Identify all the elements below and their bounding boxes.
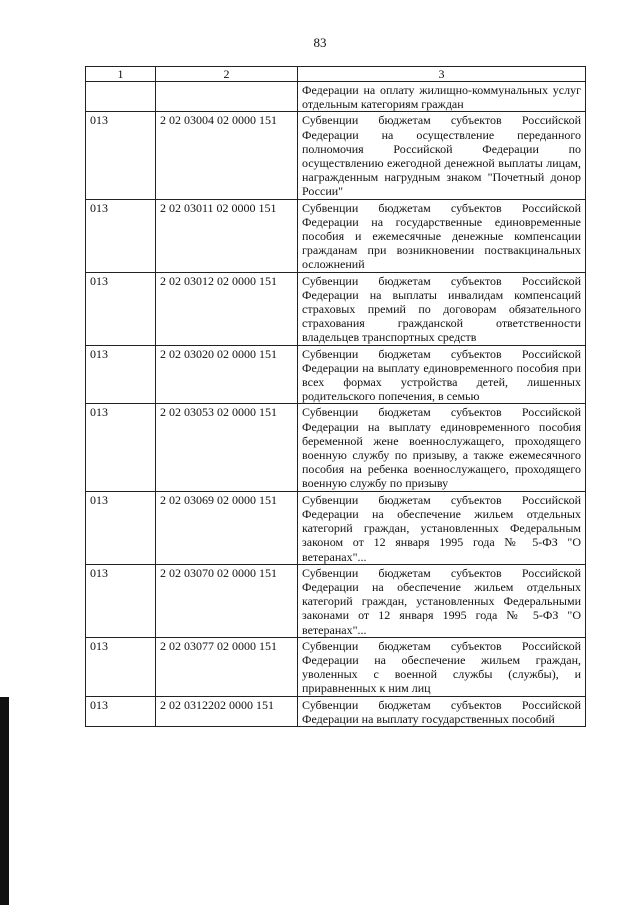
- admin-code-cell: [86, 82, 156, 112]
- column-header-3: 3: [298, 67, 586, 82]
- table-row: [86, 696, 586, 726]
- revenue-code-cell: [156, 82, 298, 112]
- table-row: [86, 491, 586, 564]
- column-header-1: 1: [86, 67, 156, 82]
- admin-code-cell: 013: [86, 404, 156, 491]
- table-row: [86, 199, 586, 272]
- table-row: [86, 345, 586, 404]
- page-number: 83: [313, 35, 327, 50]
- revenue-code-cell: 2 02 03053 02 0000 151: [156, 404, 298, 491]
- revenue-code-cell: 2 02 03077 02 0000 151: [156, 637, 298, 696]
- revenue-code-cell: 2 02 03070 02 0000 151: [156, 564, 298, 637]
- table-header-row: [86, 67, 586, 82]
- description-cell: Субвенции бюджетам субъектов Российской Федерации на обеспечение жильем граждан, уволенных с военной службы (службы), и приравненных к ним лиц: [298, 637, 586, 696]
- description-cell: Федерации на оплату жилищно-коммунальных услуг отдельным категориям граждан: [298, 82, 586, 112]
- admin-code-cell: 013: [86, 637, 156, 696]
- table-row: [86, 404, 586, 491]
- description-cell: Субвенции бюджетам субъектов Российской Федерации на выплаты инвалидам компенсаций страховых премий по договорам обязательного страхования гражданской ответственности владельцев транспортных средств: [298, 272, 586, 345]
- description-cell: Субвенции бюджетам субъектов Российской Федерации на обеспечение жильем отдельных категорий граждан, установленных Федеральным законом от 12 января 1995 года № 5-ФЗ "О ветеранах"...: [298, 491, 586, 564]
- admin-code-cell: 013: [86, 199, 156, 272]
- description-cell: Субвенции бюджетам субъектов Российской Федерации на выплату единовременного пособия при всех формах устройства детей, лишенных родительского попечения, в семью: [298, 345, 586, 404]
- admin-code-cell: 013: [86, 564, 156, 637]
- scan-edge-bar: [0, 697, 9, 905]
- admin-code-cell: 013: [86, 696, 156, 726]
- budget-classification-table: [85, 66, 586, 727]
- admin-code-cell: 013: [86, 272, 156, 345]
- revenue-code-cell: 2 02 03012 02 0000 151: [156, 272, 298, 345]
- revenue-code-cell: 2 02 03011 02 0000 151: [156, 199, 298, 272]
- description-cell: Субвенции бюджетам субъектов Российской Федерации на осуществление переданного полномочия Российской Федерации по осуществлению ежегодной денежной выплаты лицам, награжденным нагрудным знаком "Почетный донор России": [298, 112, 586, 199]
- admin-code-cell: 013: [86, 112, 156, 199]
- revenue-code-cell: 2 02 03069 02 0000 151: [156, 491, 298, 564]
- revenue-code-cell: 2 02 03020 02 0000 151: [156, 345, 298, 404]
- description-cell: Субвенции бюджетам субъектов Российской Федерации на обеспечение жильем отдельных категорий граждан, установленных Федеральными законами от 12 января 1995 года № 5-ФЗ "О ветеранах"...: [298, 564, 586, 637]
- table-row: [86, 112, 586, 199]
- table-row: [86, 637, 586, 696]
- revenue-code-cell: 2 02 0312202 0000 151: [156, 696, 298, 726]
- admin-code-cell: 013: [86, 345, 156, 404]
- column-header-2: 2: [156, 67, 298, 82]
- description-cell: Субвенции бюджетам субъектов Российской Федерации на выплату государственных пособий: [298, 696, 586, 726]
- table-row: [86, 82, 586, 112]
- table-row: [86, 272, 586, 345]
- admin-code-cell: 013: [86, 491, 156, 564]
- revenue-code-cell: 2 02 03004 02 0000 151: [156, 112, 298, 199]
- description-cell: Субвенции бюджетам субъектов Российской Федерации на выплату единовременного пособия беременной жене военнослужащего, проходящего военную службу по призыву, а также ежемесячного пособия на ребенка военнослужащего, проходящего военную службу по призыву: [298, 404, 586, 491]
- table-row: [86, 564, 586, 637]
- description-cell: Субвенции бюджетам субъектов Российской Федерации на государственные единовременные пособия и ежемесячные денежные компенсации гражданам при возникновении поствакцинальных осложнений: [298, 199, 586, 272]
